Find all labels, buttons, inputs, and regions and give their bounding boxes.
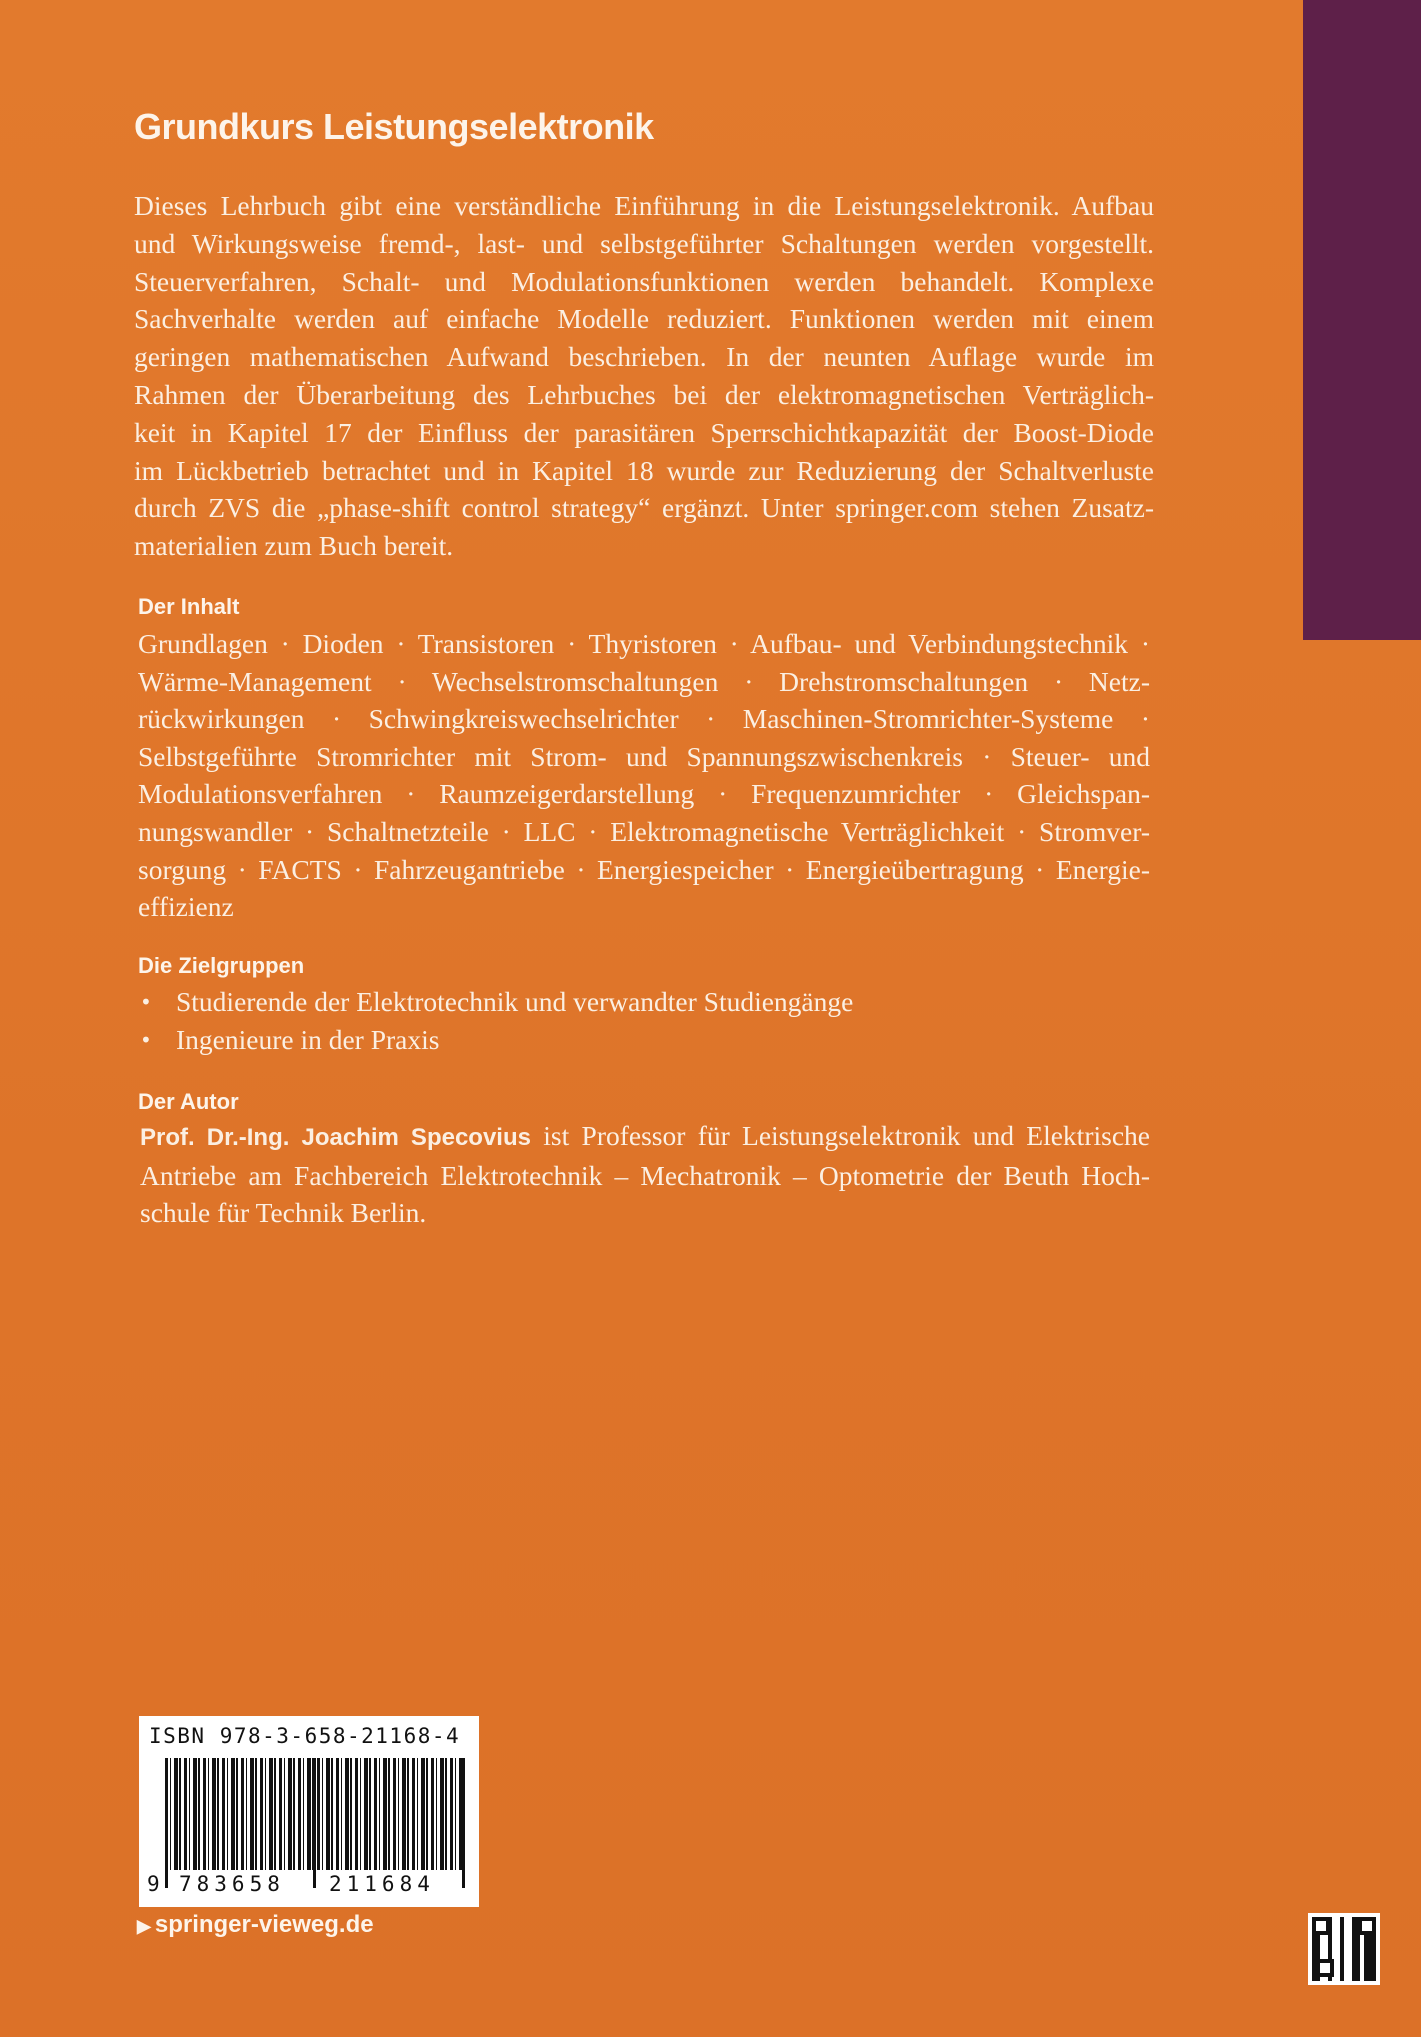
publisher-url: springer-vieweg.de — [154, 1911, 374, 1938]
barcode-guard — [462, 1758, 465, 1888]
book-title: Grundkurs Leistungselektronik — [134, 106, 654, 147]
bullet-icon: • — [140, 1028, 152, 1052]
inhalt-line: nungswandler · Schaltnetzteile · LLC · Elektromagnetische Verträglichkeit · Stromver- — [138, 815, 1150, 847]
description-line: im Lückbetrieb betrachtet und in Kapitel 18 wurde zur Reduzierung der Schaltverluste — [134, 454, 1154, 486]
isbn-number: ISBN 978-3-658-21168-4 — [149, 1724, 461, 1748]
description-line: durch ZVS die „phase-shift control strategy“ ergänzt. Unter springer.com stehen Zusatz- — [134, 492, 1154, 524]
zielgruppen-heading: Die Zielgruppen — [138, 953, 305, 978]
inhalt-line: Modulationsverfahren · Raumzeigerdarstellung · Frequenzumrichter · Gleichspan- — [138, 778, 1150, 810]
arrow-right-icon: ▶ — [137, 1916, 151, 1936]
description-line: materialien zum Buch bereit. — [134, 530, 454, 562]
inhalt-line: sorgung · FACTS · Fahrzeugantriebe · Energiespeicher · Energieübertragung · Energie- — [138, 853, 1150, 885]
autor-line — [140, 1117, 1150, 1157]
list-item — [138, 983, 853, 1021]
inhalt-line: rückwirkungen · Schwingkreiswechselrichter · Maschinen-Stromrichter-Systeme · — [138, 703, 1150, 735]
publisher-website[interactable] — [137, 1911, 374, 1939]
autor-heading: Der Autor — [138, 1089, 239, 1114]
book-description — [134, 187, 1154, 565]
ean-left-digits: 783658 — [179, 1872, 285, 1896]
isbn-barcode — [139, 1716, 479, 1907]
zielgruppe-text: Studierende der Elektrotechnik und verwandter Studiengänge — [176, 986, 854, 1017]
zielgruppe-text: Ingenieure in der Praxis — [176, 1024, 440, 1055]
description-line: geringen mathematischen Aufwand beschrieben. In der neunten Auflage wurde im — [134, 341, 1154, 373]
description-line: Dieses Lehrbuch gibt eine verständliche Einführung in die Leistungselektronik. Aufbau — [134, 190, 1154, 221]
inhalt-heading: Der Inhalt — [138, 594, 240, 619]
inhalt-line: Selbstgeführte Stromrichter mit Strom- und Spannungszwischenkreis · Steuer- und — [138, 740, 1150, 772]
autor-line: Antriebe am Fachbereich Elektrotechnik – Mechatronik – Optometrie der Beuth Hoch- — [140, 1159, 1150, 1191]
ean-first-digit: 9 — [147, 1872, 160, 1896]
inhalt-list — [138, 625, 1150, 926]
ean-right-digits: 211684 — [329, 1872, 435, 1896]
qr-code-icon — [1308, 1913, 1380, 1985]
bullet-icon: • — [140, 990, 152, 1014]
autor-name: Prof. Dr.-Ing. Joachim Specovius — [140, 1124, 531, 1151]
description-line: und Wirkungsweise fremd-, last- und selbstgeführter Schaltungen werden vorgestellt. — [134, 227, 1154, 259]
autor-line: schule für Technik Berlin. — [140, 1197, 427, 1229]
description-line: keit in Kapitel 17 der Einfluss der parasitären Sperrschichtkapazität der Boost-Diode — [134, 416, 1154, 448]
description-line: Rahmen der Überarbeitung des Lehrbuches bei der elektromagnetischen Verträglich- — [134, 378, 1154, 410]
barcode-guard — [313, 1758, 316, 1888]
barcode-guard — [165, 1758, 168, 1888]
description-line: Sachverhalte werden auf einfache Modelle reduziert. Funktionen werden mit einem — [134, 303, 1154, 335]
description-line: Steuerverfahren, Schalt- und Modulationsfunktionen werden behandelt. Komplexe — [134, 265, 1154, 297]
list-item — [138, 1021, 853, 1059]
zielgruppen-list — [138, 983, 853, 1059]
autor-bio — [140, 1117, 1150, 1232]
inhalt-line: effizienz — [138, 891, 234, 923]
inhalt-line: Wärme-Management · Wechselstromschaltungen · Drehstromschaltungen · Netz- — [138, 665, 1150, 697]
inhalt-line: Grundlagen · Dioden · Transistoren · Thyristoren · Aufbau- und Verbindungstechnik · — [138, 628, 1150, 659]
autor-line1-text: ist Professor für Leistungselektronik und Elektrische — [530, 1120, 1150, 1151]
purple-spine-strip — [1303, 0, 1421, 640]
